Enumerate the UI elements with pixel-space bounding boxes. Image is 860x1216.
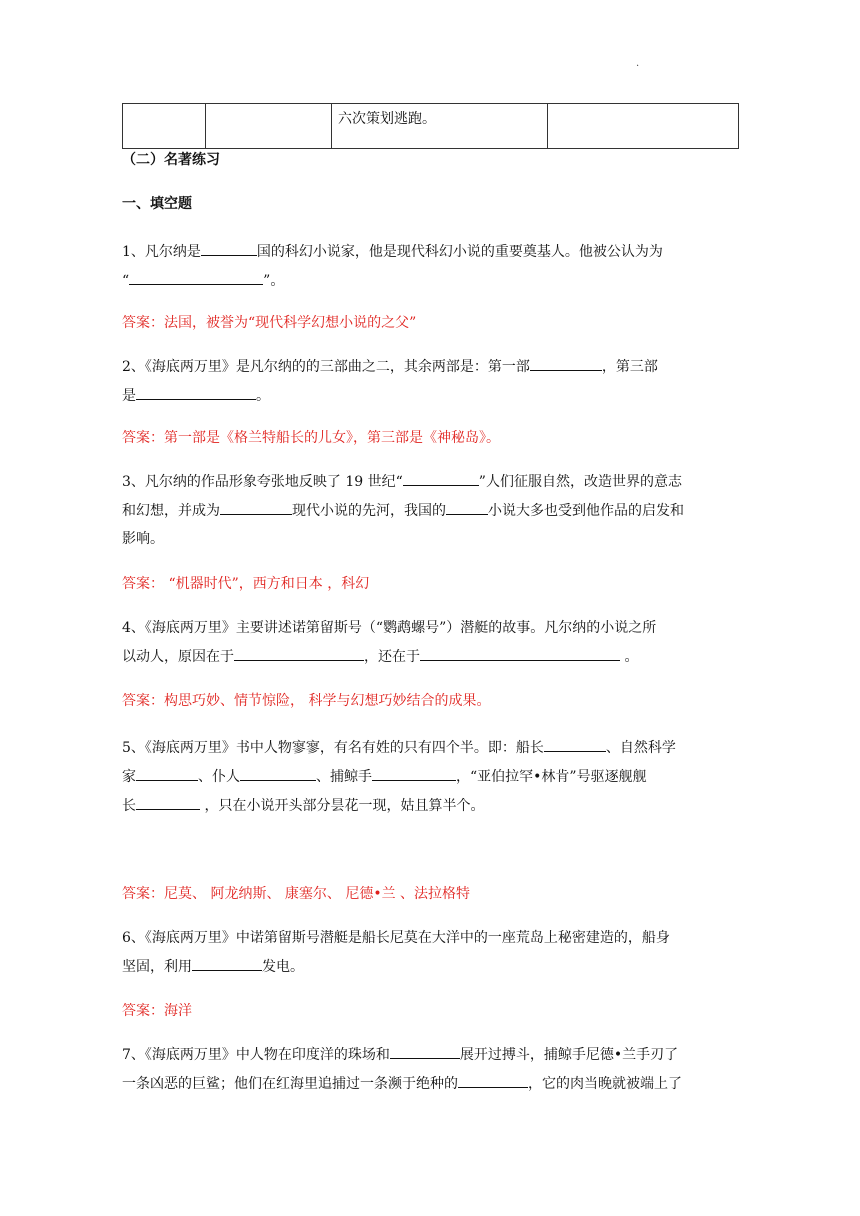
answer-blank [129, 266, 263, 285]
answer-blank [390, 1040, 460, 1059]
q-text: 家 [122, 769, 136, 785]
section-title: （二）名著练习 [122, 152, 220, 168]
question-6 [122, 924, 738, 981]
answer-blank [220, 496, 292, 515]
question-line [122, 266, 738, 295]
question-line [122, 1040, 738, 1069]
question-7 [122, 1040, 738, 1098]
question-line [122, 733, 738, 762]
q-text: 。 [620, 649, 639, 665]
q-text: 小说大多也受到他作品的启发和 [488, 503, 684, 519]
answer-blank [544, 733, 606, 752]
q-text: 以动人，原因在于 [122, 649, 234, 665]
question-5 [122, 733, 738, 820]
q-text: 影响。 [122, 531, 164, 547]
q-text: 、捕鲸手 [316, 769, 372, 785]
q-text: 2、《海底两万里》是凡尔纳的的三部曲之二，其余两部是：第一部 [122, 359, 530, 375]
q-text: ，“亚伯拉罕•林肯”号驱逐舰舰 [456, 769, 647, 785]
answer-blank [420, 642, 620, 661]
table-cell [206, 104, 332, 149]
page-dot: . [636, 58, 640, 69]
answer-1: 答案：法国，被誉为“现代科学幻想小说的之父” [122, 315, 417, 331]
q-text: ”人们征服自然，改造世界的意志 [478, 474, 682, 490]
q-text: ，它的肉当晚就被端上了 [528, 1076, 682, 1092]
answer-5: 答案：尼莫、 阿龙纳斯、 康塞尔、 尼德•兰 、法拉格特 [122, 886, 471, 902]
question-line [122, 496, 738, 525]
question-1 [122, 237, 738, 295]
q-text: 1、凡尔纳是 [122, 244, 201, 260]
q-text: 。 [256, 388, 270, 404]
q-text: 、仆人 [198, 769, 240, 785]
table-row [123, 104, 739, 149]
answer-blank [403, 467, 479, 486]
question-line [122, 952, 738, 981]
q-text: 4、《海底两万里》主要讲述诺第留斯号（“鹦鹉螺号”）潜艇的故事。凡尔纳的小说之所 [122, 620, 657, 636]
q-text: ，还在于 [364, 649, 420, 665]
question-line [122, 614, 738, 642]
part-title: 一、填空题 [122, 196, 192, 212]
question-line [122, 237, 738, 266]
answer-blank [136, 762, 198, 781]
q-text: 国的科幻小说家，他是现代科幻小说的重要奠基人。他被公认为为 [256, 244, 663, 260]
q-text: 坚固，利用 [122, 959, 192, 975]
answer-blank [458, 1069, 528, 1088]
q-text: ，只在小说开头部分昙花一现，姑且算半个。 [200, 798, 485, 814]
question-line [122, 791, 738, 820]
table-cell [548, 104, 739, 149]
q-text: 6、《海底两万里》中诺第留斯号潜艇是船长尼莫在大洋中的一座荒岛上秘密建造的，船身 [122, 930, 670, 946]
question-line [122, 642, 738, 671]
answer-blank [240, 762, 316, 781]
q-text: 、自然科学 [605, 740, 676, 756]
question-4 [122, 614, 738, 671]
question-line [122, 467, 738, 496]
continued-table [122, 103, 739, 149]
question-line [122, 352, 738, 381]
answer-blank [192, 952, 262, 971]
q-text: 5、《海底两万里》书中人物寥寥，有名有姓的只有四个半。即：船长 [122, 740, 544, 756]
q-text: “ [122, 273, 130, 289]
answer-blank [372, 762, 456, 781]
question-3 [122, 467, 738, 553]
q-text: ”。 [263, 273, 285, 289]
answer-blank [234, 642, 364, 661]
answer-6: 答案：海洋 [122, 1003, 192, 1019]
q-text: 和幻想，并成为 [122, 503, 220, 519]
answer-blank [136, 791, 200, 810]
question-line [122, 924, 738, 952]
table-cell [123, 104, 206, 149]
answer-3: 答案： “机器时代”，西方和日本 ，科幻 [122, 576, 370, 592]
q-text: 现代小说的先河，我国的 [292, 503, 446, 519]
question-2 [122, 352, 738, 410]
q-text: 展开过搏斗，捕鲸手尼德•兰手刃了 [459, 1047, 679, 1063]
question-line [122, 525, 738, 553]
answer-blank [201, 237, 257, 256]
q-text: 长 [122, 798, 136, 814]
q-text: 7、《海底两万里》中人物在印度洋的珠场和 [122, 1047, 390, 1063]
answer-blank [446, 496, 488, 515]
q-text: 发电。 [262, 959, 304, 975]
question-line [122, 762, 738, 791]
answer-blank [530, 352, 602, 371]
answer-2: 答案：第一部是《格兰特船长的儿女》，第三部是《神秘岛》。 [122, 430, 500, 446]
q-text: 一条凶恶的巨鲨；他们在红海里追捕过一条濒于绝种的 [122, 1076, 458, 1092]
q-text: 是 [122, 388, 136, 404]
q-text: 3、凡尔纳的作品形象夸张地反映了 19 世纪“ [122, 474, 403, 490]
q-text: ，第三部 [601, 359, 658, 375]
answer-4: 答案：构思巧妙、情节惊险， 科学与幻想巧妙结合的成果。 [122, 693, 491, 709]
question-line [122, 1069, 738, 1098]
answer-blank [136, 381, 256, 400]
table-cell: 六次策划逃跑。 [332, 104, 548, 149]
question-line [122, 381, 738, 410]
